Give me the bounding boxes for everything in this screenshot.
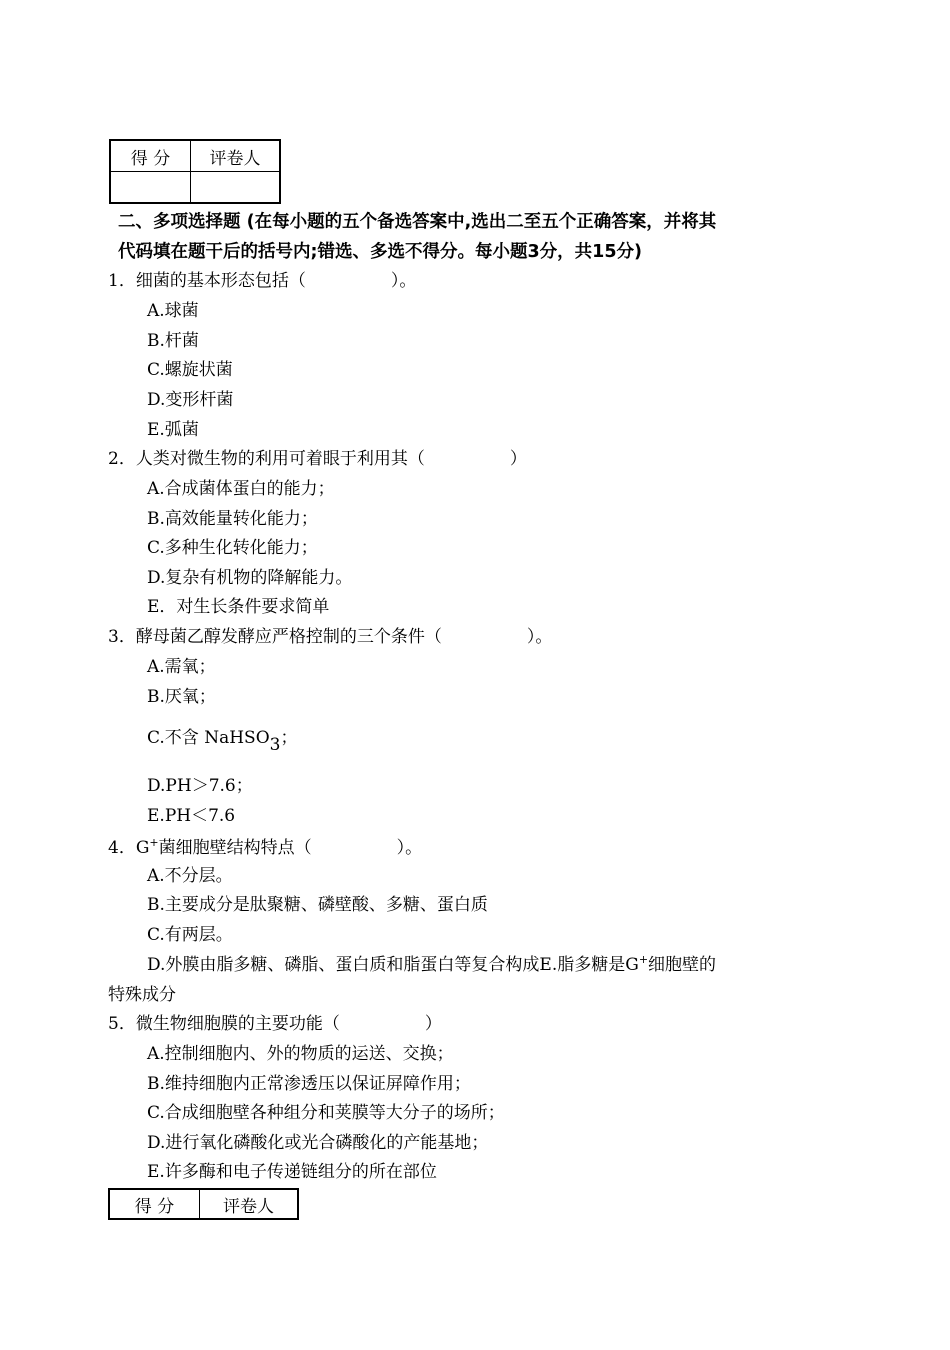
q1-option-b: B.杆菌 [147,331,199,351]
q1-option-e: E.弧菌 [147,420,199,440]
q4-option-de-end: 细胞壁的 [648,955,717,975]
q4-option-b: B.主要成分是肽聚糖、磷壁酸、多糖、蛋白质 [147,895,488,915]
section-title-line1: 二、多项选择题 (在每小题的五个备选答案中,选出二至五个正确答案，并将其 [118,212,717,232]
section-title [118,207,838,267]
score-label: 得 分 [110,140,191,172]
score-cell[interactable] [110,172,191,204]
q4-option-de-superscript: + [638,953,649,966]
q1-option-c: C.螺旋状菌 [147,360,233,380]
q4-stem-end: 菌细胞壁结构特点（ ）。 [158,838,423,858]
q3-option-c-text: C.不含 NaHSO [147,728,270,748]
question-3-stem: 3．酵母菌乙醇发酵应严格控制的三个条件（ ）。 [108,627,553,647]
q2-option-e: E．对生长条件要求简单 [147,597,330,617]
q3-option-c-end: ； [280,728,298,748]
q4-option-de-continued: 特殊成分 [108,985,176,1005]
question-2-stem: 2．人类对微生物的利用可着眼于利用其（ ） [108,449,527,469]
q1-option-d: D.变形杆菌 [147,390,234,410]
q3-option-c [147,726,298,755]
q5-option-d: D.进行氧化磷酸化或光合磷酸化的产能基地； [147,1133,489,1153]
q3-option-b: B.厌氧； [147,687,216,707]
question-5-stem: 5．微生物细胞膜的主要功能（ ） [108,1014,442,1034]
q3-option-c-subscript: 3 [269,735,281,755]
grader-cell[interactable] [191,172,281,204]
q3-option-a: A.需氧； [147,657,216,677]
q2-option-c: C.多种生化转化能力； [147,538,318,558]
score-box-top [109,139,281,204]
score-box-bottom [108,1188,299,1220]
q4-option-de-text: D.外膜由脂多糖、磷脂、蛋白质和脂蛋白等复合构成E.脂多糖是G [147,955,639,975]
q4-option-de [147,953,716,977]
question-4-stem [108,836,422,860]
q4-stem-start: 4．G [108,838,150,858]
section-title-line2: 代码填在题干后的括号内;错选、多选不得分。每小题3分，共15分) [118,242,643,262]
q3-option-e: E.PH＜7.6 [147,806,236,826]
q2-option-d: D.复杂有机物的降解能力。 [147,568,353,588]
question-1-stem: 1．细菌的基本形态包括（ ）。 [108,271,417,291]
q5-option-c: C.合成细胞壁各种组分和荚膜等大分子的场所； [147,1103,505,1123]
q2-option-a: A.合成菌体蛋白的能力； [147,479,335,499]
q1-option-a: A.球菌 [147,301,199,321]
q4-stem-superscript: + [149,836,159,849]
q4-option-c: C.有两层。 [147,925,233,945]
score-label: 得 分 [109,1189,200,1219]
q4-option-a: A.不分层。 [147,866,233,886]
q5-option-b: B.维持细胞内正常渗透压以保证屏障作用； [147,1074,471,1094]
grader-label: 评卷人 [191,140,281,172]
grader-label: 评卷人 [200,1189,299,1219]
q3-option-d: D.PH＞7.6； [147,776,253,796]
q2-option-b: B.高效能量转化能力； [147,509,318,529]
q5-option-a: A.控制细胞内、外的物质的运送、交换； [147,1044,454,1064]
q5-option-e: E.许多酶和电子传递链组分的所在部位 [147,1162,437,1182]
